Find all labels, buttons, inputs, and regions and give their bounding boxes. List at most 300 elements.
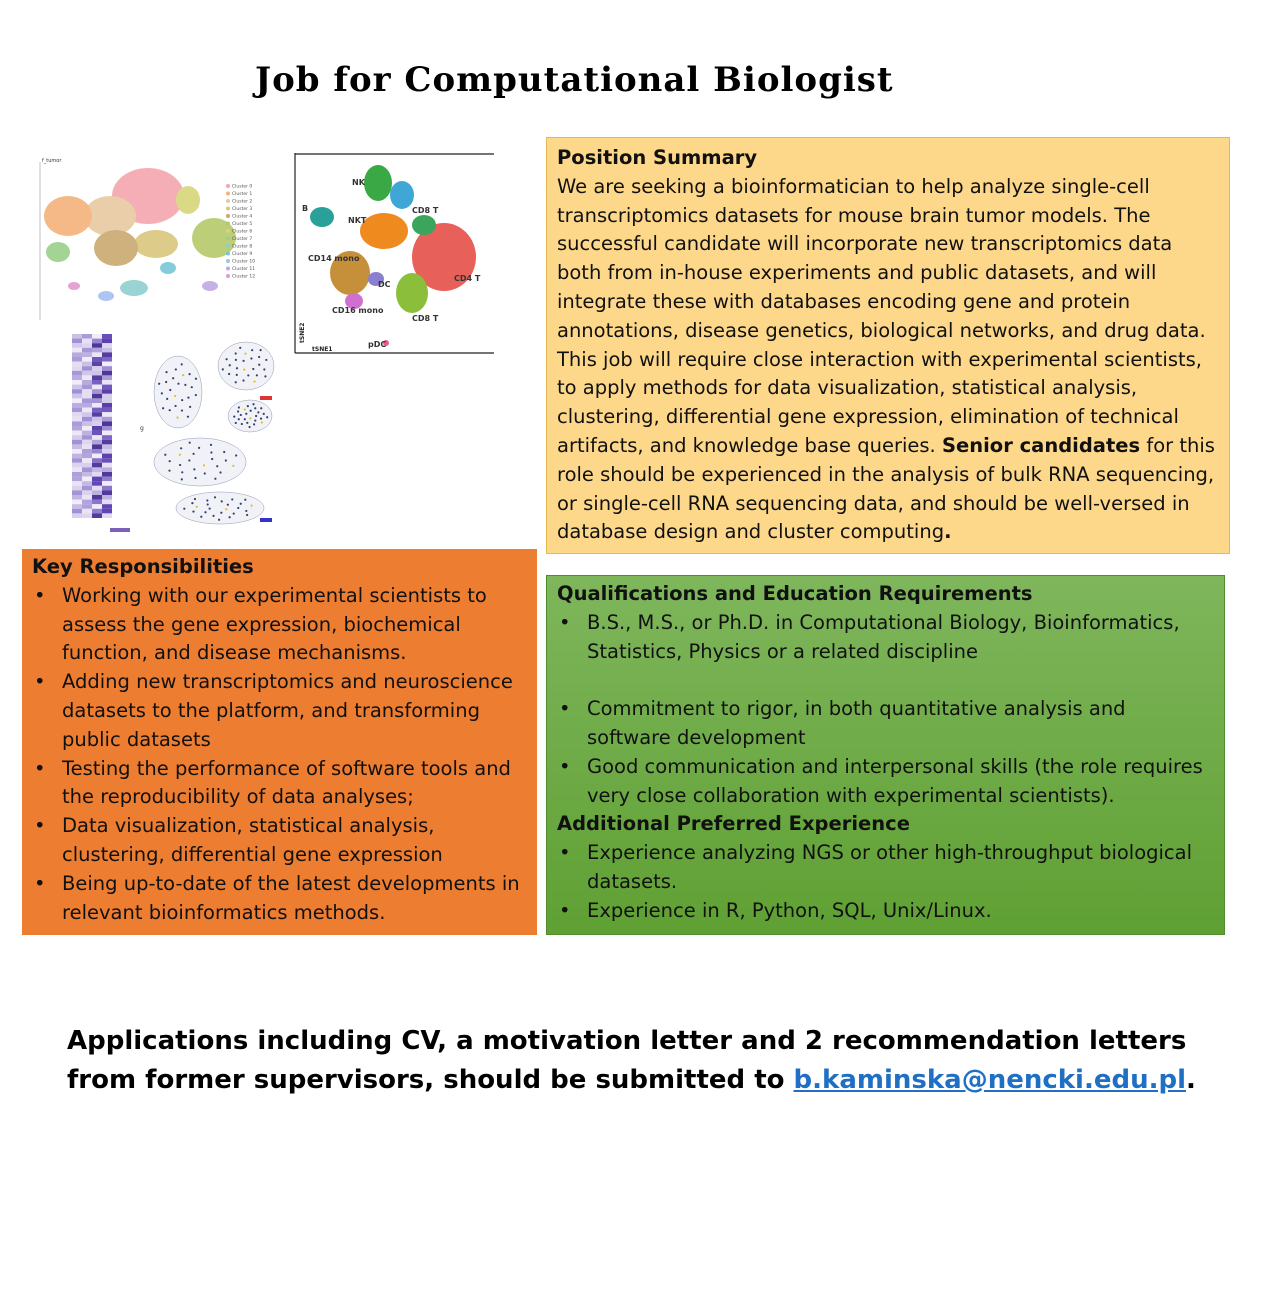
heatmap-cell [92, 509, 102, 514]
heatmap-cell [102, 435, 112, 440]
list-item: • Being up-to-date of the latest developments in relevant bioinformatics methods. [32, 870, 527, 928]
heatmap-cell [72, 490, 82, 495]
heatmap-cell [82, 449, 92, 454]
summary-heading: Position Summary [557, 146, 758, 169]
heatmap-cell [92, 366, 102, 371]
heatmap-cell [72, 504, 82, 509]
network-node [174, 395, 176, 397]
heatmap-cell [102, 334, 112, 339]
qualifications-list [557, 609, 1214, 667]
network-node [195, 378, 197, 380]
heatmap-cell [102, 421, 112, 426]
network-node [244, 418, 246, 420]
network-node [187, 416, 189, 418]
heatmap-cell [102, 454, 112, 459]
heatmap-cell [72, 449, 82, 454]
heatmap-cell [102, 389, 112, 394]
heatmap-cell [82, 334, 92, 339]
umap-legend-swatch [226, 259, 230, 263]
umap-legend-swatch [226, 274, 230, 278]
heatmap-cell [82, 463, 92, 468]
heatmap-cell [72, 444, 82, 449]
heatmap-cell [102, 444, 112, 449]
heatmap-cell [72, 357, 82, 362]
heatmap-cell [92, 486, 102, 491]
tsne-cluster-label: CD14 mono [308, 254, 360, 263]
network-node [255, 415, 257, 417]
key-responsibilities-box [22, 549, 537, 935]
summary-senior-candidates: Senior candidates [941, 433, 1141, 457]
network-node [174, 405, 176, 407]
network-node [235, 352, 237, 354]
network-node [229, 516, 231, 518]
network-node [235, 454, 237, 456]
network-node [263, 413, 265, 415]
heatmap-cell [72, 472, 82, 477]
heatmap-cell [102, 366, 112, 371]
summary-text-1: We are seeking a bioinformatician to help analyze single-cell transcriptomics datasets for mouse brain tumor models. The successful candidate will incorporate new transcriptomics data both from in-house experiments and public datasets, and will integrate these with databases encoding gene and protein annotations, disease genetics, biological networks, and drug data. This job will require close interaction with experimental scientists, to apply methods for data visualization, statistical analysis, clustering, differential gene expression, elimination of technical artifacts, and knowledge base queries. [557, 174, 1206, 457]
tsne-cluster-label: CD4 T [454, 274, 481, 283]
umap-legend-swatch [226, 267, 230, 271]
network-node [250, 357, 252, 359]
responsibilities-heading: Key Responsibilities [32, 555, 254, 578]
heatmap-cell [92, 362, 102, 367]
network-node [179, 464, 181, 466]
network-node [231, 498, 233, 500]
umap-legend-swatch [226, 199, 230, 203]
heatmap-cell [92, 417, 102, 422]
network-node [169, 460, 171, 462]
umap-legend-label: Cluster 10 [232, 259, 256, 265]
network-node [244, 499, 246, 501]
list-item: • Experience analyzing NGS or other high-throughput biological datasets. [557, 839, 1214, 897]
network-node [165, 381, 167, 383]
umap-legend-swatch [226, 207, 230, 211]
network-node [210, 444, 212, 446]
page-title: Job for Computational Biologist [255, 60, 894, 100]
tsne-cluster-label: CD8 T [412, 206, 439, 215]
heatmap-cell [82, 403, 92, 408]
heatmap-cell [102, 472, 112, 477]
heatmap-cell [72, 343, 82, 348]
heatmap-cell [82, 495, 92, 500]
heatmap-cell [102, 412, 112, 417]
heatmap-cell [102, 385, 112, 390]
network-node [227, 504, 229, 506]
heatmap-cell [102, 408, 112, 413]
network-node [195, 394, 197, 396]
heatmap-cell [102, 431, 112, 436]
heatmap-cell [92, 389, 102, 394]
heatmap-cell [82, 431, 92, 436]
network-node [246, 422, 248, 424]
network-node [264, 375, 266, 377]
heatmap-cell [72, 371, 82, 376]
network-node [176, 417, 178, 419]
network-node [181, 471, 183, 473]
heatmap-cell [72, 403, 82, 408]
heatmap-cell [102, 403, 112, 408]
heatmap-cell [102, 343, 112, 348]
heatmap-cell [92, 412, 102, 417]
heatmap-cell [92, 500, 102, 505]
network-node [168, 470, 170, 472]
umap-panel-label: f_tumor [42, 158, 62, 164]
umap-legend-swatch [226, 237, 230, 241]
heatmap-cell [92, 481, 102, 486]
network-node [235, 359, 237, 361]
network-node [181, 478, 183, 480]
heatmap-cell [102, 477, 112, 482]
heatmap-cell [82, 486, 92, 491]
heatmap-cell [102, 504, 112, 509]
network-panel-label: g [140, 425, 144, 432]
umap-legend-swatch [226, 214, 230, 218]
network-node [181, 409, 183, 411]
heatmap-cell [82, 385, 92, 390]
network-node [165, 371, 167, 373]
network-node [222, 368, 224, 370]
network-node [251, 349, 253, 351]
preferred-experience-heading: Additional Preferred Experience [557, 812, 910, 836]
heatmap-cell [72, 467, 82, 472]
qualifications-box [546, 575, 1225, 935]
heatmap-cell [102, 426, 112, 431]
heatmap-cell [102, 362, 112, 367]
heatmap-cell [82, 513, 92, 518]
list-item: • Data visualization, statistical analysis, clustering, differential gene expression [32, 812, 527, 870]
network-node [183, 508, 185, 510]
network-node [207, 503, 209, 505]
heatmap-cell [72, 486, 82, 491]
network-node [200, 516, 202, 518]
heatmap-cell [72, 435, 82, 440]
network-node [177, 383, 179, 385]
heatmap-cell [72, 440, 82, 445]
heatmap-cell [92, 454, 102, 459]
heatmap-cell [92, 458, 102, 463]
network-node [238, 418, 240, 420]
heatmap-cell [82, 444, 92, 449]
qualifications-list-continued [557, 695, 1214, 810]
application-text: Applications including CV, a motivation letter and 2 recommendation letters from former supervisors, should be submitted to [67, 1026, 1187, 1095]
umap-legend-swatch [226, 222, 230, 226]
heatmap-cell [92, 398, 102, 403]
heatmap-cell [72, 389, 82, 394]
tsne-cluster-label: B [302, 204, 309, 213]
umap-legend-swatch [226, 244, 230, 248]
umap-legend-label: Cluster 2 [232, 199, 253, 205]
network-node [206, 499, 208, 501]
heatmap-cell [92, 477, 102, 482]
heatmap-cell [102, 500, 112, 505]
network-node [258, 356, 260, 358]
heatmap-cell [92, 403, 102, 408]
tsne-cluster-label: CD16 mono [332, 306, 384, 315]
network-node [194, 477, 196, 479]
network-node [241, 423, 243, 425]
responsibilities-list [32, 582, 527, 928]
network-node [188, 459, 190, 461]
umap-legend-label: Cluster 3 [232, 207, 253, 213]
network-node [236, 374, 238, 376]
network-node [189, 442, 191, 444]
umap-legend-swatch [226, 252, 230, 256]
heatmap-cell [72, 394, 82, 399]
network-node [235, 381, 237, 383]
list-item: • Experience in R, Python, SQL, Unix/Linux. [557, 897, 1214, 926]
network-node [237, 507, 239, 509]
network-node [246, 514, 248, 516]
heatmap-cell [92, 504, 102, 509]
network-node [221, 500, 223, 502]
heatmap-cell [82, 339, 92, 344]
network-node [260, 407, 262, 409]
heatmap-cell [92, 472, 102, 477]
heatmap-cell [92, 449, 102, 454]
heatmap-cell [72, 339, 82, 344]
position-summary-box [546, 137, 1230, 554]
heatmap-cell [72, 375, 82, 380]
heatmap-cell [82, 458, 92, 463]
summary-body [557, 173, 1219, 547]
heatmap-cell [102, 449, 112, 454]
network-node [249, 417, 251, 419]
network-node [182, 374, 184, 376]
list-item: • Testing the performance of software tools and the reproducibility of data analyses; [32, 755, 527, 813]
summary-text-2: for this role should be experienced in the analysis of bulk RNA sequencing, or single-cell RNA sequencing data, and should be well-versed in database design and cluster computing [557, 433, 1215, 544]
heatmap-cell [82, 477, 92, 482]
network-node [164, 454, 166, 456]
network-node [211, 458, 213, 460]
network-node [252, 403, 254, 405]
heatmap-cell [82, 366, 92, 371]
network-node [252, 368, 254, 370]
network-node [236, 367, 238, 369]
application-instructions [67, 1022, 1207, 1100]
network-node [266, 416, 268, 418]
network-node [240, 503, 242, 505]
heatmap-cell [102, 486, 112, 491]
heatmap-cell [72, 495, 82, 500]
network-node [265, 359, 267, 361]
heatmap-cell [72, 509, 82, 514]
heatmap-cell [92, 435, 102, 440]
heatmap-cell [72, 417, 82, 422]
network-node [254, 407, 256, 409]
heatmap-cell [92, 343, 102, 348]
network-node [245, 413, 247, 415]
umap-legend-swatch [226, 184, 230, 188]
heatmap-cell [72, 408, 82, 413]
umap-legend-label: Cluster 1 [232, 192, 253, 198]
network-node [228, 373, 230, 375]
heatmap-cell [82, 408, 92, 413]
network-node [161, 392, 163, 394]
network-node [232, 465, 234, 467]
tsne-cluster-figure [294, 153, 494, 355]
network-node [253, 423, 255, 425]
network-node [204, 472, 206, 474]
heatmap-network-figure [60, 322, 282, 540]
heatmap-cell [92, 495, 102, 500]
heatmap-cell [102, 440, 112, 445]
network-node [219, 471, 221, 473]
network-node [237, 410, 239, 412]
network-node [260, 349, 262, 351]
heatmap-cell [92, 348, 102, 353]
network-node [204, 511, 206, 513]
network-node [193, 468, 195, 470]
network-node [263, 368, 265, 370]
heatmap-cell [92, 426, 102, 431]
heatmap-cell [82, 417, 92, 422]
heatmap-cell [102, 357, 112, 362]
heatmap-cell [72, 352, 82, 357]
heatmap-cell [72, 334, 82, 339]
heatmap-cell [82, 435, 92, 440]
network-node [253, 380, 255, 382]
list-item: • Working with our experimental scientists to assess the gene expression, biochemical function, and disease mechanisms. [32, 582, 527, 668]
network-node [248, 426, 250, 428]
tsne-cluster-label: NK [352, 178, 365, 187]
heatmap-cell [82, 421, 92, 426]
network-node [189, 406, 191, 408]
heatmap-cell [72, 385, 82, 390]
list-item: • B.S., M.S., or Ph.D. in Computational Biology, Bioinformatics, Statistics, Physics or a related discipline [557, 609, 1214, 667]
umap-legend-label: Cluster 11 [232, 267, 256, 273]
network-node [247, 405, 249, 407]
network-node [198, 447, 200, 449]
umap-legend-label: Cluster 0 [232, 184, 253, 190]
network-node [233, 416, 235, 418]
network-node [242, 360, 244, 362]
heatmap-cell [92, 385, 102, 390]
heatmap-cell [82, 454, 92, 459]
heatmap-cell [82, 398, 92, 403]
umap-legend-label: Cluster 4 [232, 214, 253, 220]
heatmap-cell [92, 440, 102, 445]
tsne-x-axis-label: tSNE1 [312, 346, 333, 353]
heatmap-cell [102, 380, 112, 385]
heatmap-cell [102, 394, 112, 399]
heatmap-cell [72, 398, 82, 403]
network-node [181, 399, 183, 401]
network-node [191, 386, 193, 388]
network-node [172, 377, 174, 379]
heatmap-cell [82, 481, 92, 486]
network-node [235, 422, 237, 424]
heatmap-cell [72, 500, 82, 505]
umap-legend-label: Cluster 6 [232, 229, 253, 235]
heatmap-cell [102, 458, 112, 463]
heatmap-cell [102, 375, 112, 380]
heatmap-cell [102, 339, 112, 344]
network-node [244, 353, 246, 355]
network-node [251, 505, 253, 507]
heatmap-cell [102, 490, 112, 495]
heatmap-cell [82, 362, 92, 367]
heatmap-cell [102, 481, 112, 486]
heatmap-cell [82, 467, 92, 472]
heatmap-cell [82, 389, 92, 394]
heatmap-cell [92, 357, 102, 362]
network-node [166, 398, 168, 400]
heatmap-cell [72, 366, 82, 371]
preferred-experience-list [557, 839, 1214, 925]
heatmap-cell [82, 490, 92, 495]
heatmap-cell [102, 509, 112, 514]
heatmap-cell [72, 477, 82, 482]
heatmap-cell [102, 371, 112, 376]
heatmap-cell [92, 463, 102, 468]
umap-legend-label: Cluster 5 [232, 222, 253, 228]
network-node [225, 508, 227, 510]
network-node [158, 383, 160, 385]
network-node [187, 396, 189, 398]
heatmap-cell [72, 412, 82, 417]
email-link[interactable]: b.kaminska@nencki.edu.pl [793, 1065, 1186, 1095]
heatmap-cell [72, 380, 82, 385]
heatmap-cell [92, 431, 102, 436]
umap-legend-swatch [226, 192, 230, 196]
network-node [258, 364, 260, 366]
heatmap-cell [72, 481, 82, 486]
heatmap-cell [92, 490, 102, 495]
network-node [180, 447, 182, 449]
heatmap-cell [92, 375, 102, 380]
network-node [214, 478, 216, 480]
heatmap-cell [102, 352, 112, 357]
heatmap-cell [102, 467, 112, 472]
heatmap-cell [92, 408, 102, 413]
list-item: • Adding new transcriptomics and neuroscience datasets to the platform, and transforming public datasets [32, 668, 527, 754]
tsne-cluster-label: NKT [348, 216, 367, 225]
umap-legend-label: Cluster 9 [232, 252, 253, 258]
heatmap-cell [72, 454, 82, 459]
umap-legend-label: Cluster 7 [232, 237, 253, 243]
network-node [244, 408, 246, 410]
network-node [210, 451, 212, 453]
network-node [191, 502, 193, 504]
network-node [256, 374, 258, 376]
tsne-y-axis-label: tSNE2 [299, 322, 306, 343]
umap-legend-label: Cluster 12 [232, 274, 256, 280]
heatmap-cell [82, 375, 92, 380]
umap-cluster-figure [38, 156, 288, 320]
list-item: • Good communication and interpersonal skills (the role requires very close collaboration with experimental scientists). [557, 753, 1214, 811]
heatmap-cell [92, 380, 102, 385]
heatmap-cell [102, 463, 112, 468]
umap-legend-swatch [226, 229, 230, 233]
heatmap-cell [102, 417, 112, 422]
heatmap-cell [82, 348, 92, 353]
heatmap-cell [92, 513, 102, 518]
network-node [192, 453, 194, 455]
network-node [169, 409, 171, 411]
heatmap-cell [92, 352, 102, 357]
network-node [225, 459, 227, 461]
heatmap-cell [102, 348, 112, 353]
heatmap-cell [82, 426, 92, 431]
heatmap-cell [82, 440, 92, 445]
tsne-cluster-label: CD8 T [412, 314, 439, 323]
network-node [214, 496, 216, 498]
heatmap-cell [72, 426, 82, 431]
network-node [250, 410, 252, 412]
network-node [220, 512, 222, 514]
heatmap-cell [92, 444, 102, 449]
